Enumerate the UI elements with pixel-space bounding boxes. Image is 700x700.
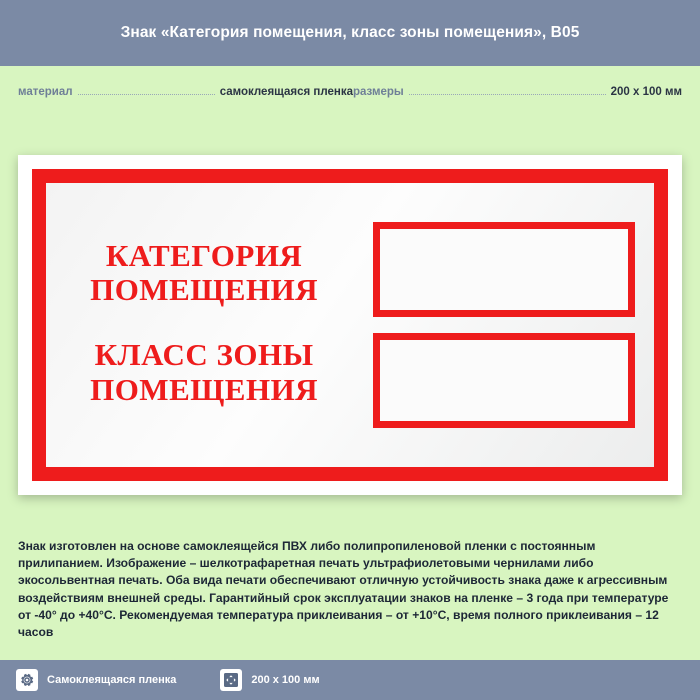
sign-text-block-2 xyxy=(90,338,318,407)
page-footer xyxy=(0,660,700,700)
sign-text-line-1: КАТЕГОРИЯ xyxy=(105,237,303,273)
sign-empty-field xyxy=(373,222,634,317)
spec-size-leader xyxy=(409,94,606,95)
product-description: Знак изготовлен на основе самоклеящейся ПВХ либо полипропиленовой пленки с постоянным прилипанием. Изображение – шелкотрафаретная печать ультрафиолетовыми чернилами либо экосольвентная печать. Оба вида печати обеспечивают отличную устойчивость знака даже к агрессивным воздействиям внешней среды. Гарантийный срок эксплуатации знаков на пленке – 3 года при температуре от -40° до +40°С. Рекомендуемая температура приклеивания – от +10°С, время полного приклеивания – 12 часов xyxy=(18,539,669,639)
sign-text-block-1 xyxy=(90,239,318,308)
spec-size-value: 200 x 100 мм xyxy=(610,85,682,98)
footer-label-size: 200 x 100 мм xyxy=(251,674,320,686)
spec-material-value: самоклеящаяся пленка xyxy=(219,85,353,98)
page-header xyxy=(0,0,700,66)
resize-arrows-icon xyxy=(220,669,242,691)
footer-label-material: Самоклеящаяся пленка xyxy=(47,674,177,686)
spec-size xyxy=(353,86,682,99)
sign-text-line-3: КЛАСС ЗОНЫ xyxy=(94,337,314,372)
sign-field-column xyxy=(373,183,634,467)
spec-size-label: размеры xyxy=(353,85,404,98)
spec-material-leader xyxy=(78,94,215,95)
sign-text-line-2: ПОМЕЩЕНИЯ xyxy=(90,272,319,308)
sign-text-line-4: ПОМЕЩЕНИЯ xyxy=(90,371,319,407)
sign-border xyxy=(32,169,668,481)
sign-preview xyxy=(18,155,682,495)
spec-line xyxy=(0,66,700,118)
spec-material xyxy=(18,86,353,99)
footer-item-material xyxy=(16,669,176,691)
spec-material-label: материал xyxy=(18,85,73,98)
footer-item-size xyxy=(220,669,319,691)
gear-icon xyxy=(16,669,38,691)
page-title: Знак «Категория помещения, класс зоны помещения», B05 xyxy=(120,24,580,41)
sign-text-column xyxy=(46,183,362,467)
sign-empty-field xyxy=(373,333,634,428)
